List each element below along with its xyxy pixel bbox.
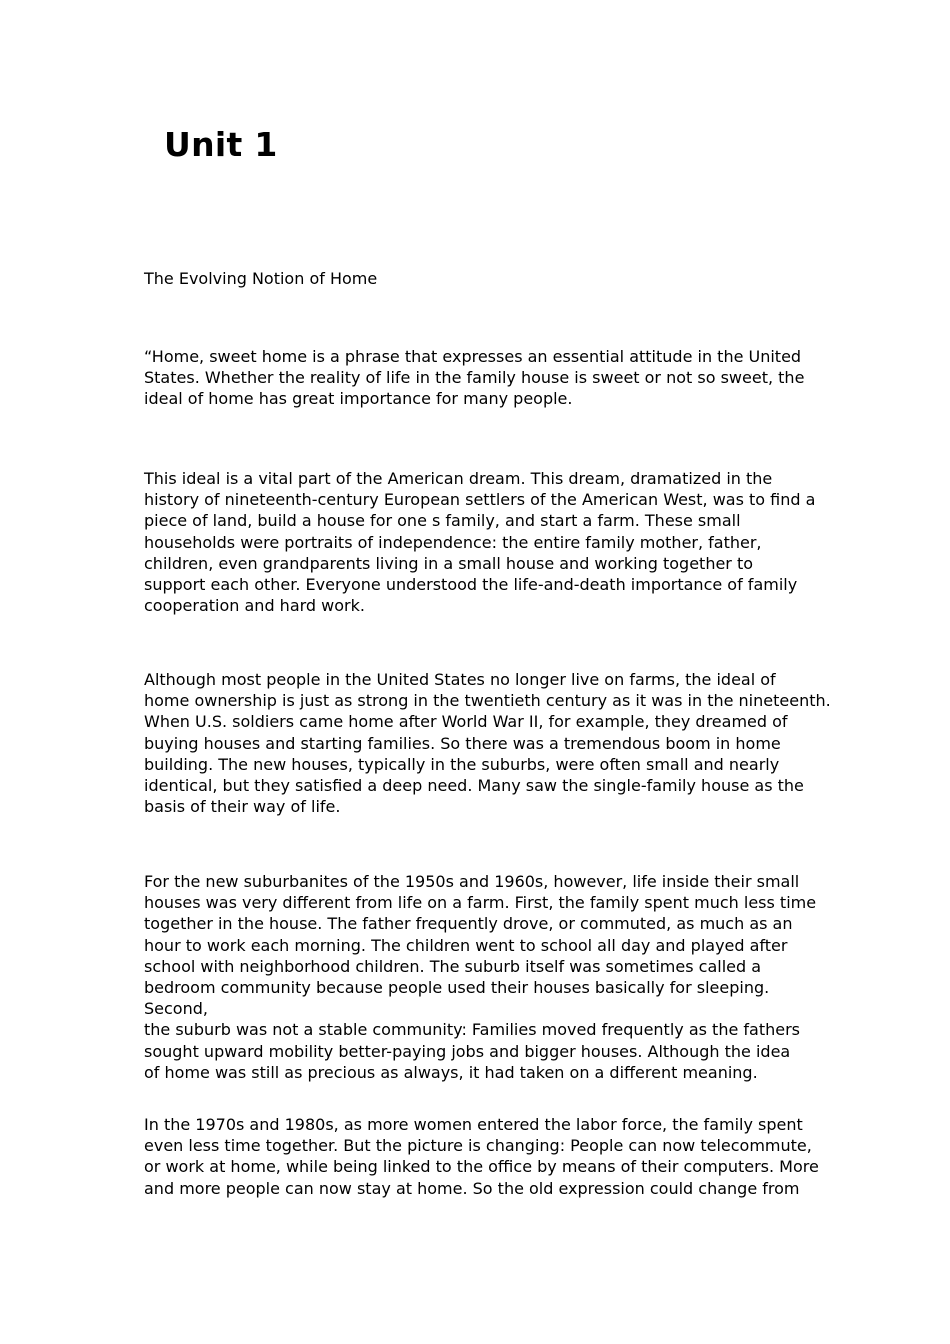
paragraph-4: For the new suburbanites of the 1950s and 1960s, however, life inside their small houses was very different from life on a farm. First, the family spent much less time together in the house. The father frequently drove, or commuted, as much as an hour to work each morning. The children went to school all day and played after school with neighborhood children. The suburb itself was sometimes called a bedroom community because people used their houses basically for sleeping. Second, the suburb was not a stable community: Families moved frequently as the fathers sought upward mobility better-paying jobs and bigger houses. Although the idea of home was still as precious as always, it had taken on a different meaning. [144,872,817,1082]
paragraph-2: This ideal is a vital part of the American dream. This dream, dramatized in the history of nineteenth-century European settlers of the American West, was to find a piece of land, build a house for one s family, and start a farm. These small households were portraits of independence: the entire family mother, father, children, even grandparents living in a small house and working together to support each other. Everyone understood the life-and-death importance of family cooperation and hard work. [144,469,816,616]
article-title: The Evolving Notion of Home [144,269,378,288]
paragraph-5: In the 1970s and 1980s, as more women entered the labor force, the family spent even less time together. But the picture is changing: People can now telecommute, or work at home, while being linked to the office by means of their computers. More and more people can now stay at home. So the old expression could change from [144,1115,819,1198]
unit-title: Unit 1 [164,125,278,164]
paragraph-3: Although most people in the United States no longer live on farms, the ideal of home ownership is just as strong in the twentieth century as it was in the nineteenth. When U.S. soldiers came home after World War II, for example, they dreamed of buying houses and starting families. So there was a tremendous boom in home building. The new houses, typically in the suburbs, were often small and nearly identical, but they satisfied a deep need. Many saw the single-family house as the basis of their way of life. [144,670,831,817]
paragraph-1: “Home, sweet home is a phrase that expresses an essential attitude in the United States. Whether the reality of life in the family house is sweet or not so sweet, the ideal of home has great importance for many people. [144,347,805,409]
